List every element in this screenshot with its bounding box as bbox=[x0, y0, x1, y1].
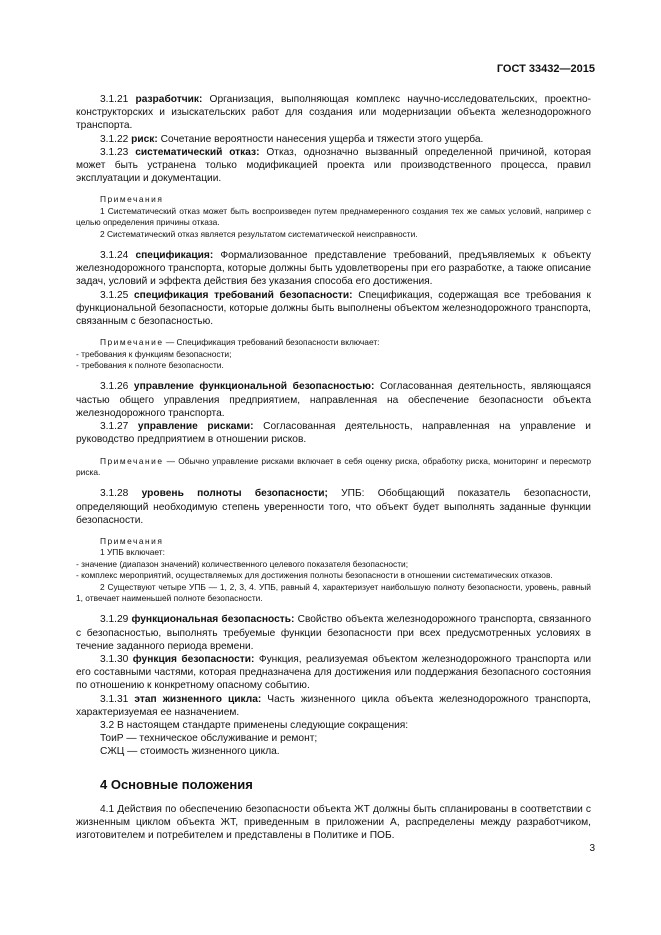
note-line: 1 Систематический отказ может быть воспроизведен путем преднамеренного создания тех же самых условий, например с целью определения причины отказа. bbox=[76, 205, 591, 228]
definition-text: Отказ, однозначно вызванный определенной причиной, которая может быть устранена только модификацией проекта или производственного процесса, правил эксплуатации и документации. bbox=[76, 146, 592, 185]
term: спецификация требований безопасности: bbox=[134, 289, 353, 301]
term: уровень полноты безопасности; bbox=[141, 488, 328, 500]
definition-text: Свойство объекта железнодорожного транспорта, связанного с безопасностью, выполнять требуемые функции безопасности при всех предусмотренных условиях в течение заданного периода времени. bbox=[76, 614, 592, 652]
note-line: - комплекс мероприятий, осуществляемых для достижения полноты безопасности в отношении систематических отказов. bbox=[76, 570, 553, 581]
abbreviation-item: ТоиР — техническое обслуживание и ремонт; bbox=[100, 733, 318, 745]
term: систематический отказ: bbox=[135, 146, 260, 158]
term: функциональная безопасность: bbox=[131, 614, 295, 626]
clause-4-1: 4.1 Действия по обеспечению безопасности объекта ЖТ должны быть спланированы в соответствии с жизненным циклом объекта ЖТ, приведенным в приложении А, распределены между разработчиком, изготовителем и потребителем и представлены в Политике и ПОБ. bbox=[76, 803, 591, 841]
term: разработчик: bbox=[135, 94, 203, 105]
clause-3-2: 3.2 В настоящем стандарте применены следующие сокращения: bbox=[100, 719, 409, 731]
term: этап жизненного цикла: bbox=[134, 693, 262, 705]
clause-number: 3.1.31 bbox=[100, 693, 135, 705]
note-line: - значение (диапазон значений) количественного целевого показателя безопасности; bbox=[76, 558, 409, 569]
term: спецификация: bbox=[135, 250, 214, 262]
clause-number: 3.1.30 bbox=[100, 653, 133, 665]
definition-text: Спецификация, содержащая все требования к функциональной безопасности, которые должны быть выполнены объектом железнодорожного транспорта, связанным с безопасностью. bbox=[76, 289, 591, 328]
note-line: 1 УПБ включает: bbox=[100, 547, 165, 558]
note-line: 2 Систематический отказ является результатом систематической неисправности. bbox=[100, 228, 418, 239]
clause-number: 3.1.27 bbox=[100, 421, 138, 433]
definition-text: Сочетание вероятности нанесения ущерба и тяжести этого ущерба. bbox=[157, 133, 484, 145]
definition-text: Функция, реализуемая объектом железнодорожного транспорта или его составными частями, которая предназначена для достижения или поддержания безопасного состояния по отношению к конкретному опасному событию. bbox=[76, 653, 592, 692]
document-body bbox=[76, 93, 591, 842]
term: функция безопасности: bbox=[132, 653, 255, 665]
note-heading: Примечание bbox=[100, 337, 164, 348]
term: риск: bbox=[131, 133, 158, 145]
definition-3-1-27 bbox=[76, 420, 591, 446]
note-heading: Примечания bbox=[100, 194, 164, 205]
note-intro bbox=[76, 337, 591, 348]
standard-code: ГОСТ 33432—2015 bbox=[496, 63, 595, 75]
definition-3-1-22 bbox=[76, 133, 591, 146]
note-heading: Примечания bbox=[100, 535, 164, 546]
clause-number: 3.1.29 bbox=[100, 614, 132, 626]
note-intro bbox=[76, 456, 591, 479]
definition-3-1-24 bbox=[76, 249, 591, 289]
definition-3-1-23 bbox=[76, 146, 591, 186]
note-line: - требования к функциям безопасности; bbox=[76, 348, 232, 359]
definition-text: Согласованная деятельность, направленная на управление и руководство предприятием в отношении рисков. bbox=[76, 421, 592, 446]
clause-number: 3.1.24 bbox=[100, 250, 136, 262]
definition-3-1-30 bbox=[76, 653, 591, 693]
note-text: — Обычно управление рисками включает в себя оценку риска, обработку риска, мониторинг и пересмотр риска. bbox=[76, 455, 591, 477]
definition-text: УПБ: Обобщающий показатель безопасности, определяющий необходимую степень уверенности того, что объект будет выполнять заданные функции безопасности. bbox=[76, 488, 592, 526]
clause-number: 3.1.25 bbox=[100, 289, 135, 301]
term: управление функциональной безопасностью: bbox=[133, 381, 375, 393]
abbreviation-item: СЖЦ — стоимость жизненного цикла. bbox=[100, 746, 280, 758]
note-block-2 bbox=[76, 337, 591, 371]
clause-number: 3.1.22 bbox=[100, 133, 132, 145]
clause-number: 3.1.23 bbox=[100, 146, 136, 158]
clause-number: 3.1.21 bbox=[100, 94, 136, 105]
definition-text: Формализованное представление требований, предъявляемых к объекту железнодорожного транспорта, которые должны быть удовлетворены при его разработке, а также описание задач, условий и эффекта действия без указания способа его достижения. bbox=[76, 250, 592, 288]
clause-number: 3.1.26 bbox=[100, 381, 134, 393]
definition-3-1-26 bbox=[76, 380, 591, 420]
note-line: - требования к полноте безопасности. bbox=[76, 360, 224, 371]
definition-text: Часть жизненного цикла объекта железнодорожного транспорта, характеризуемая ее назначением. bbox=[76, 693, 591, 718]
note-block-3 bbox=[76, 456, 591, 479]
section-heading: 4 Основные положения bbox=[100, 776, 253, 792]
definition-3-1-31 bbox=[76, 693, 591, 719]
term: управление рисками: bbox=[137, 421, 254, 433]
note-heading: Примечание bbox=[100, 455, 164, 466]
definition-3-1-28 bbox=[76, 487, 591, 527]
note-block-1 bbox=[76, 194, 591, 240]
definition-text: Согласованная деятельность, являющаяся частью общего управления предприятием, направленная на обеспечение безопасности объекта железнодорожного транспорта. bbox=[76, 381, 592, 419]
definition-3-1-25 bbox=[76, 289, 591, 329]
note-line: 2 Существуют четыре УПБ — 1, 2, 3, 4. УПБ, равный 4, характеризует наибольшую полноту безопасности, уровень, равный 1, отвечает наименьшей полноте безопасности. bbox=[76, 581, 591, 603]
definition-3-1-21 bbox=[76, 93, 591, 133]
page-number: 3 bbox=[589, 843, 595, 854]
note-block-4 bbox=[76, 536, 591, 604]
definition-text: Организация, выполняющая комплекс научно-исследовательских, проектно-конструкторских и изыскательских работ для создания или модернизации объекта железнодорожного транспорта. bbox=[76, 94, 592, 132]
clause-number: 3.1.28 bbox=[100, 488, 142, 500]
note-text: — Спецификация требований безопасности включает: bbox=[163, 337, 380, 348]
definition-3-1-29 bbox=[76, 613, 591, 653]
